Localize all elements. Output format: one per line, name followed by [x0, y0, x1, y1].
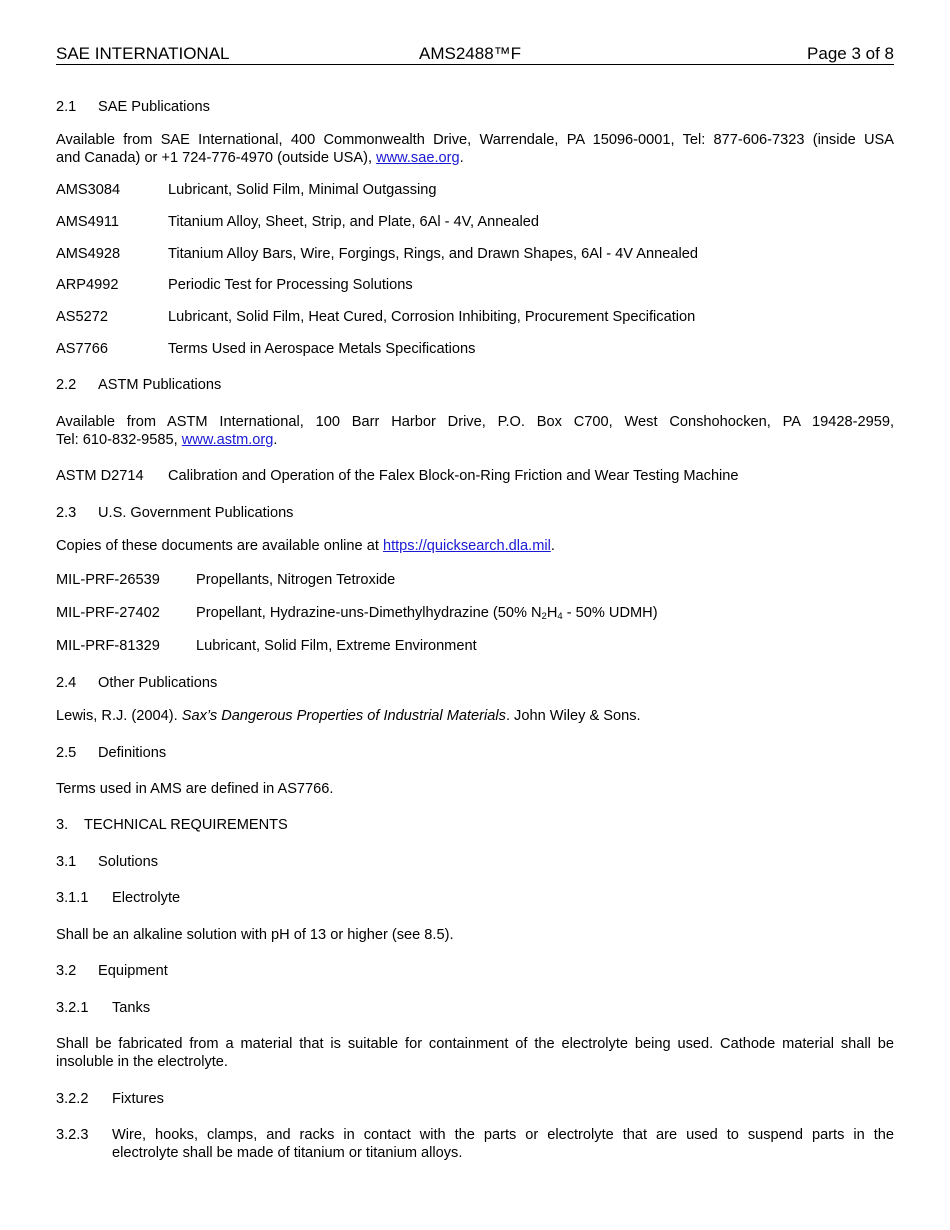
dla-quicksearch-link[interactable]: https://quicksearch.dla.mil: [382, 538, 551, 554]
astm-availability-line1: Available from ASTM International, 100 Barr Harbor Drive, P.O. Box C700, West Conshohocken, PA 19428-2959,: [56, 414, 894, 430]
section-3-1-number: 3.1: [56, 854, 77, 870]
ref-code-mil-prf-27402: MIL-PRF-27402: [56, 605, 160, 621]
sae-link-period: .: [459, 150, 464, 166]
sae-website-link[interactable]: www.sae.org: [376, 150, 460, 166]
section-2-3-number: 2.3: [56, 505, 77, 521]
ref-code-astm-d2714: ASTM D2714: [56, 468, 144, 484]
sae-availability-text: and Canada) or +1 724-776-4970 (outside USA),: [56, 150, 372, 166]
astm-availability-text: Tel: 610-832-9585,: [56, 432, 178, 448]
section-2-1-number: 2.1: [56, 99, 77, 115]
ref-title-astm-d2714: Calibration and Operation of the Falex Block-on-Ring Friction and Wear Testing Machine: [168, 468, 739, 484]
section-3-number: 3.: [56, 817, 69, 833]
section-2-4-number: 2.4: [56, 675, 77, 691]
ref-title-mil-prf-26539: Propellants, Nitrogen Tetroxide: [196, 572, 396, 588]
ref-author: Lewis, R.J. (2004).: [56, 708, 178, 724]
sae-availability-line2: [56, 149, 464, 167]
header-org: SAE INTERNATIONAL: [56, 44, 230, 63]
section-2-4-title: Other Publications: [98, 675, 218, 691]
ref-title-ams3084: Lubricant, Solid Film, Minimal Outgassing: [168, 182, 437, 198]
ref-code-ams3084: AMS3084: [56, 182, 121, 198]
tanks-text-line1: Shall be fabricated from a material that is suitable for containment of the electrolyte being used. Cathode material shall be: [56, 1036, 894, 1052]
ref-publisher: . John Wiley & Sons.: [505, 708, 641, 724]
ref-title-mil-prf-27402-mid: H: [546, 605, 558, 621]
section-3-2-3-number: 3.2.3: [56, 1127, 89, 1143]
header-doc-id: AMS2488™F: [419, 44, 522, 63]
section-2-1-title: SAE Publications: [98, 99, 210, 115]
section-2-3-title: U.S. Government Publications: [98, 505, 294, 521]
ref-code-ams4928: AMS4928: [56, 246, 121, 262]
section-3-2-1-number: 3.2.1: [56, 1000, 89, 1016]
ref-title-ams4911: Titanium Alloy, Sheet, Strip, and Plate, 6Al - 4V, Annealed: [168, 214, 540, 230]
definitions-text: Terms used in AMS are defined in AS7766.: [56, 781, 334, 797]
tanks-text-line2: insoluble in the electrolyte.: [56, 1054, 228, 1070]
section-3-2-number: 3.2: [56, 963, 77, 979]
ref-code-mil-prf-81329: MIL-PRF-81329: [56, 638, 160, 654]
section-3-1-1-title: Electrolyte: [112, 890, 181, 906]
gov-availability-line: [56, 537, 555, 555]
ref-code-arp4992: ARP4992: [56, 277, 119, 293]
ref-code-ams4911: AMS4911: [56, 214, 120, 230]
ref-title-mil-prf-27402-post: - 50% UDMH): [562, 605, 658, 621]
dla-link-period: .: [550, 538, 555, 554]
section-3-title: TECHNICAL REQUIREMENTS: [84, 817, 288, 833]
section-2-2-number: 2.2: [56, 377, 77, 393]
subscript-2: 2: [541, 611, 547, 622]
ref-title-as7766: Terms Used in Aerospace Metals Specifications: [168, 341, 476, 357]
section-3-2-1-title: Tanks: [112, 1000, 151, 1016]
sae-availability-line1: Available from SAE International, 400 Commonwealth Drive, Warrendale, PA 15096-0001, Tel: 877-606-7323 (inside USA: [56, 132, 894, 148]
page-header: [56, 44, 894, 65]
ref-book-title: Sax’s Dangerous Properties of Industrial Materials: [181, 708, 506, 724]
astm-website-link[interactable]: www.astm.org: [181, 432, 274, 448]
gov-availability-text: Copies of these documents are available online at: [56, 538, 379, 554]
ref-title-arp4992: Periodic Test for Processing Solutions: [168, 277, 413, 293]
electrolyte-text: Shall be an alkaline solution with pH of 13 or higher (see 8.5).: [56, 927, 454, 943]
ref-title-mil-prf-27402-pre: Propellant, Hydrazine-uns-Dimethylhydrazine (50% N: [196, 605, 542, 621]
subscript-4: 4: [557, 611, 563, 622]
ref-code-mil-prf-26539: MIL-PRF-26539: [56, 572, 160, 588]
section-2-5-title: Definitions: [98, 745, 167, 761]
ref-title-ams4928: Titanium Alloy Bars, Wire, Forgings, Rings, and Drawn Shapes, 6Al - 4V Annealed: [168, 246, 698, 262]
section-2-2-title: ASTM Publications: [98, 377, 222, 393]
ref-code-as7766: AS7766: [56, 341, 108, 357]
ref-code-as5272: AS5272: [56, 309, 108, 325]
astm-availability-line2: [56, 431, 277, 449]
header-page-number: Page 3 of 8: [807, 44, 894, 63]
section-3-2-title: Equipment: [98, 963, 168, 979]
fixtures-text-line1: Wire, hooks, clamps, and racks in contact with the parts or electrolyte that are used to suspend parts in the: [112, 1127, 894, 1143]
ref-title-mil-prf-27402: [196, 604, 658, 622]
fixtures-text-line2: electrolyte shall be made of titanium or titanium alloys.: [112, 1145, 463, 1161]
section-3-2-2-number: 3.2.2: [56, 1091, 89, 1107]
section-3-1-1-number: 3.1.1: [56, 890, 89, 906]
astm-link-period: .: [273, 432, 278, 448]
section-3-2-2-title: Fixtures: [112, 1091, 164, 1107]
other-publication-reference: [56, 707, 641, 725]
ref-title-as5272: Lubricant, Solid Film, Heat Cured, Corrosion Inhibiting, Procurement Specification: [168, 309, 696, 325]
section-2-5-number: 2.5: [56, 745, 77, 761]
section-3-1-title: Solutions: [98, 854, 159, 870]
ref-title-mil-prf-81329: Lubricant, Solid Film, Extreme Environment: [196, 638, 477, 654]
